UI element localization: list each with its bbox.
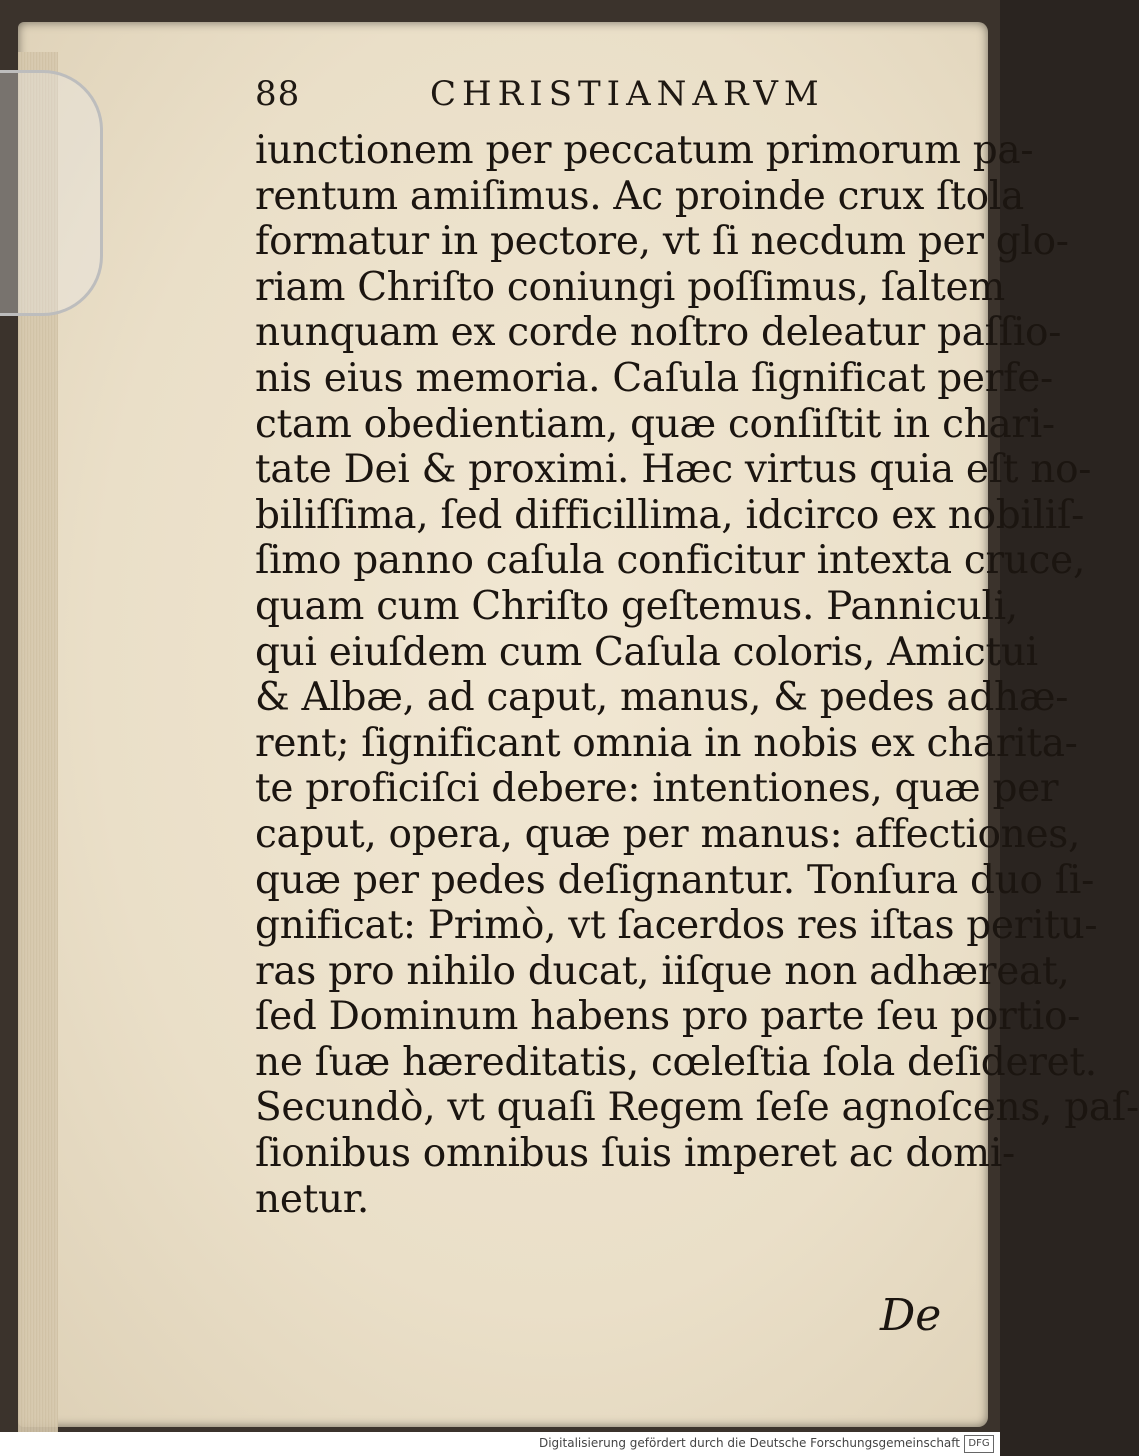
- page-header: [255, 72, 825, 120]
- dfg-logo: DFG: [964, 1435, 994, 1453]
- text-line: formatur in pectore, vt ſi necdum per glo-: [255, 219, 1069, 265]
- text-line: ne ſuæ hæreditatis, cœleſtia ſola deſideret.: [255, 1039, 1097, 1085]
- text-line: ſed Dominum habens pro parte ſeu portio-: [255, 994, 1081, 1040]
- text-line: tate Dei & proximi. Hæc virtus quia eſt no-: [255, 447, 1092, 493]
- text-line: riam Chriſto coniungi poſſimus, ſaltem: [255, 264, 1005, 310]
- text-line: ras pro nihilo ducat, iiſque non adhæreat,: [255, 948, 1070, 994]
- footer-bar: [0, 1432, 1000, 1456]
- text-line: iunctionem per peccatum primorum pa-: [255, 128, 1034, 173]
- text-line: nunquam ex corde noſtro deleatur paſſio-: [255, 310, 1062, 356]
- text-line: qui eiuſdem cum Caſula coloris, Amictui: [255, 629, 1038, 675]
- page-clip: [0, 70, 103, 316]
- text-line: rentum amiſimus. Ac proinde crux ſtola: [255, 173, 1024, 219]
- text-line: quam cum Chriſto geſtemus. Panniculi,: [255, 583, 1018, 629]
- text-line: nis eius memoria. Caſula ſignificat perfe-: [255, 355, 1053, 401]
- catchword: De: [880, 1290, 942, 1341]
- running-head: CHRISTIANARVM: [430, 74, 825, 114]
- text-line: ſimo panno caſula conficitur intexta cruce,: [255, 538, 1086, 584]
- text-line: biliſſima, ſed difficillima, idcirco ex nobiliſ-: [255, 492, 1084, 538]
- funding-credit: Digitalisierung gefördert durch die Deutsche Forschungsgemeinschaft: [538, 1436, 960, 1450]
- text-line: quæ per pedes deſignantur. Tonſura duo ſi-: [255, 857, 1094, 903]
- text-line: te proficiſci debere: intentiones, quæ per: [255, 766, 1059, 812]
- text-block: [255, 128, 1139, 1222]
- text-line: netur.: [255, 1176, 369, 1222]
- text-line: caput, opera, quæ per manus: affectiones,: [255, 811, 1081, 857]
- text-line: ctam obedientiam, quæ conſiſtit in chari-: [255, 401, 1055, 447]
- text-line: ſionibus omnibus ſuis imperet ac domi-: [255, 1131, 1015, 1177]
- text-line: & Albæ, ad caput, manus, & pedes adhæ-: [255, 675, 1069, 721]
- text-line: rent; ſignificant omnia in nobis ex charita-: [255, 720, 1078, 766]
- page-number: 88: [255, 74, 301, 114]
- text-line: gnificat: Primò, vt ſacerdos res iſtas peritu-: [255, 903, 1098, 949]
- text-line: Secundò, vt quaſi Regem ſeſe agnoſcens, paſ-: [255, 1085, 1139, 1131]
